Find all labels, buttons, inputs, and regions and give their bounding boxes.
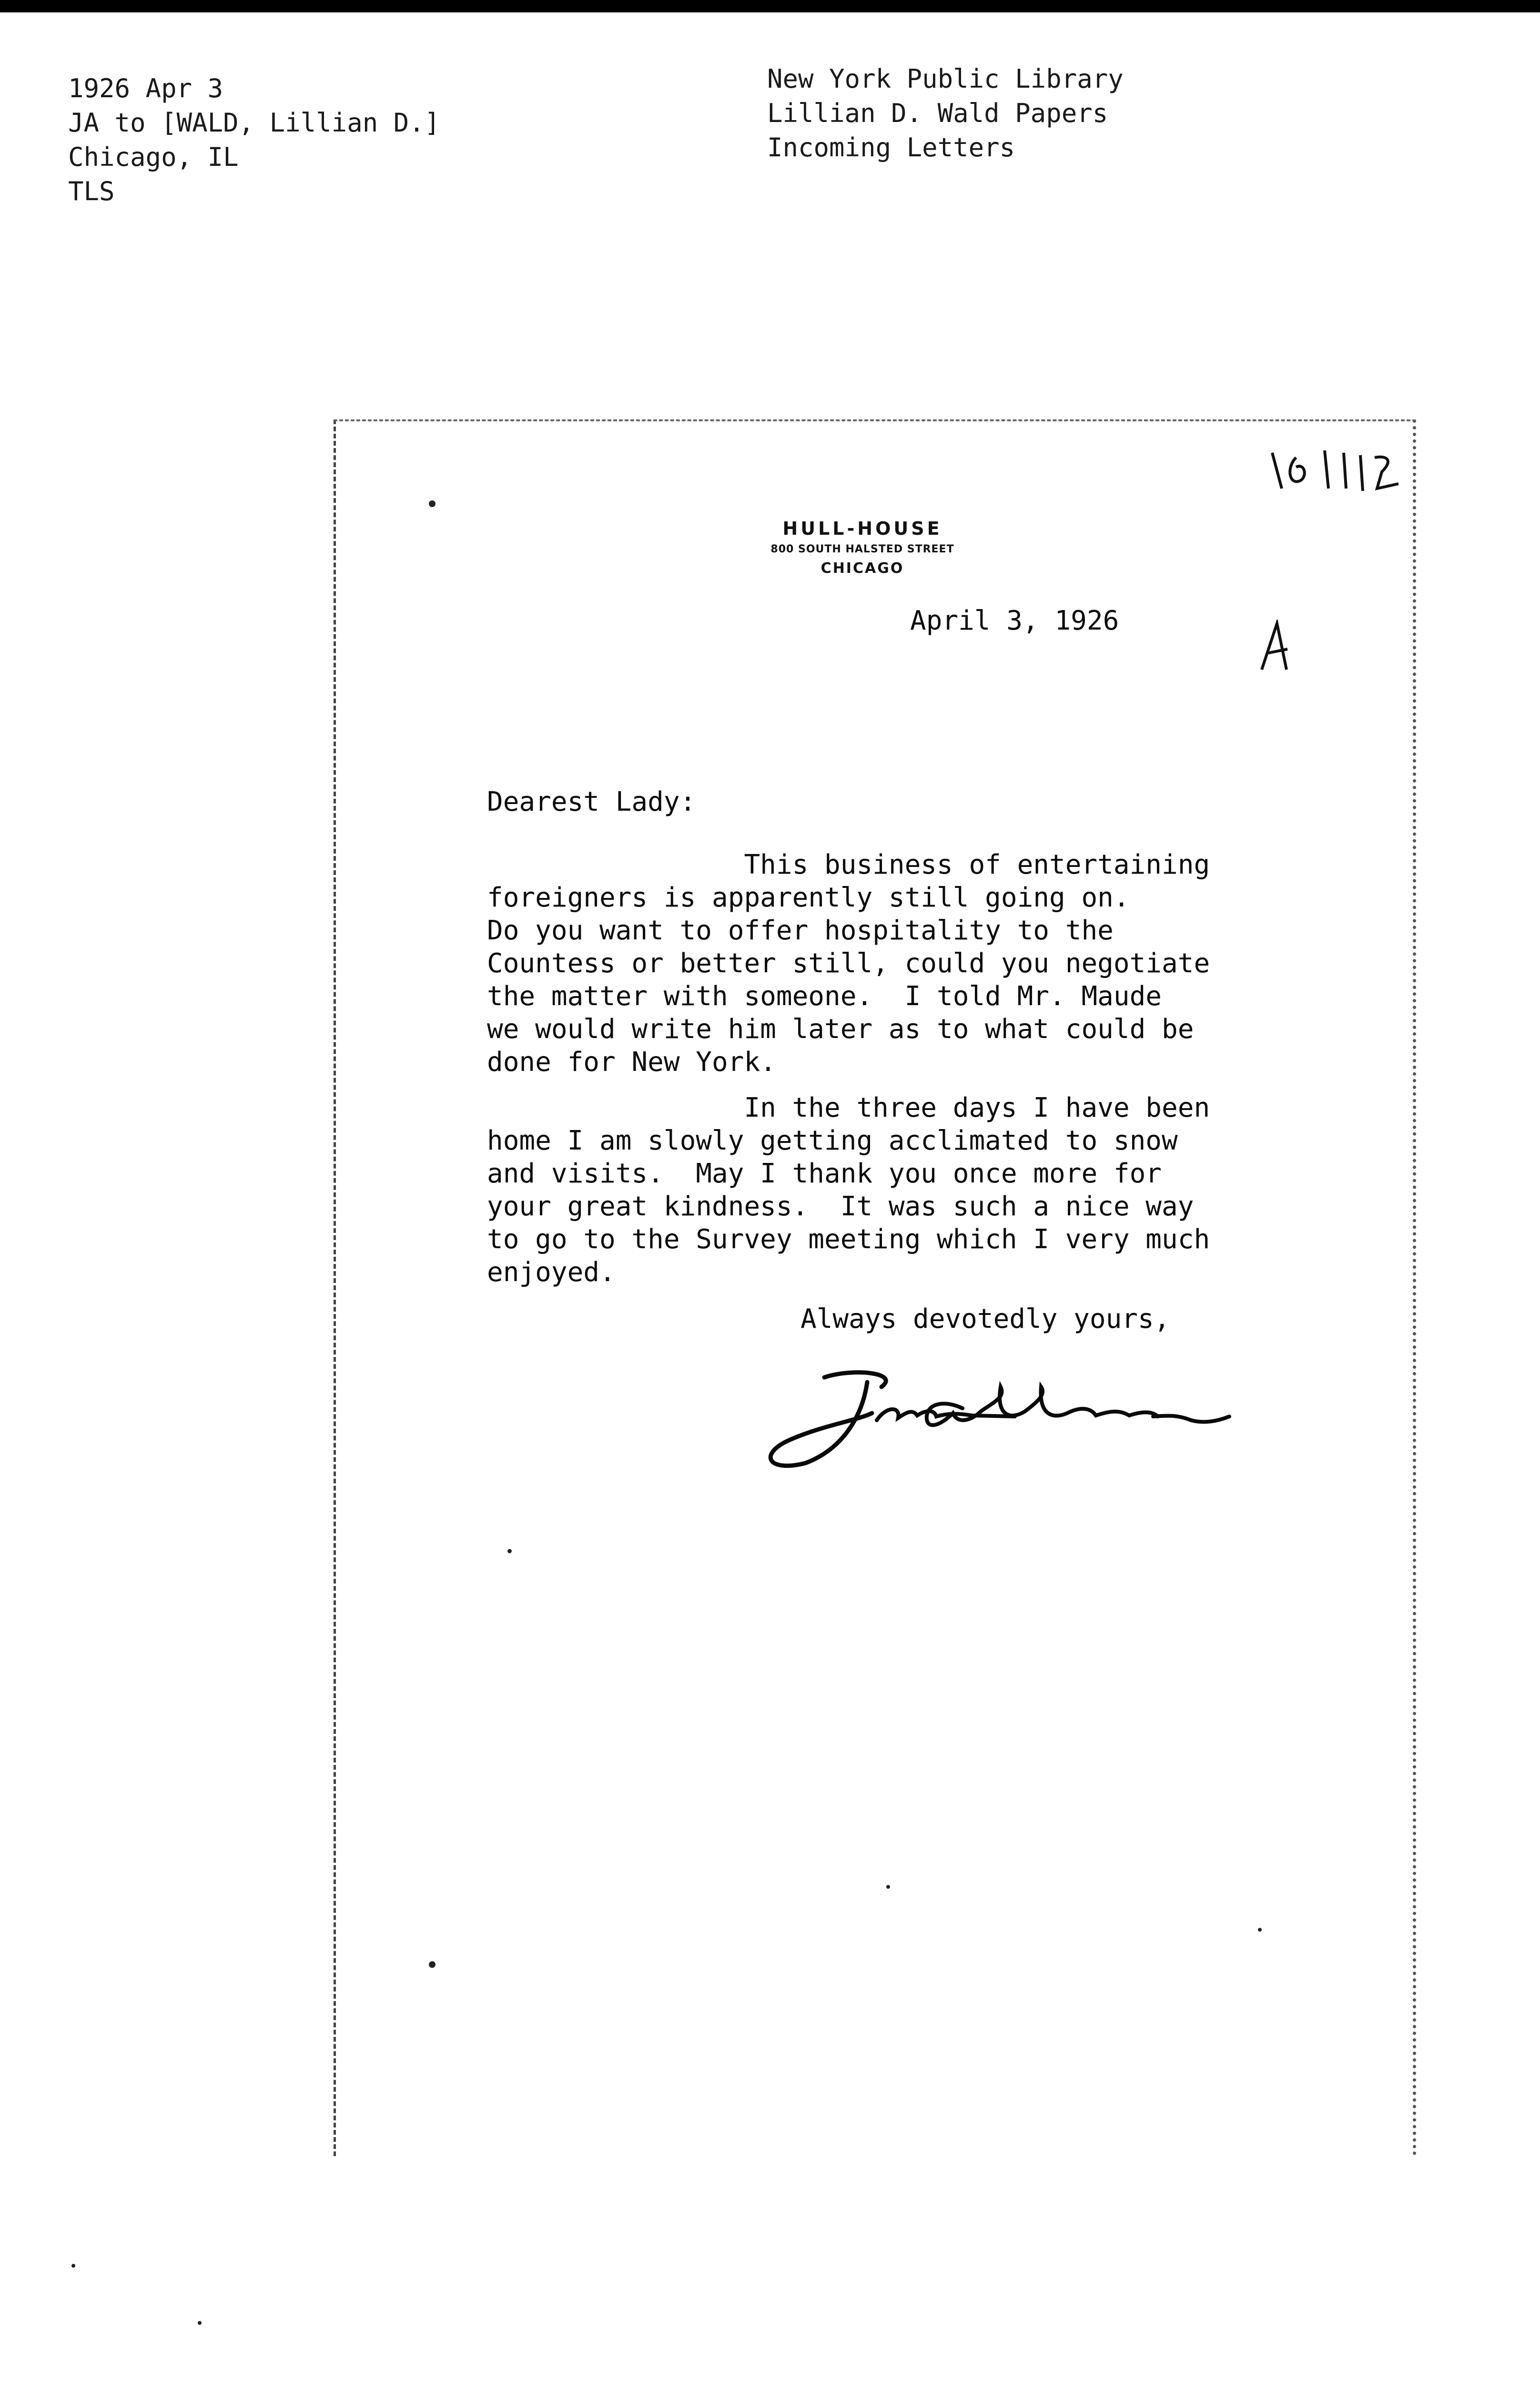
letter-date: April 3, 1926 [910,605,1119,636]
scan-speck [1258,1928,1262,1932]
paragraph-line: This business of entertaining [487,849,1210,880]
paragraph-line: Do you want to offer hospitality to the [487,915,1114,946]
catalog-series: Incoming Letters [767,132,1015,163]
paragraph-line: In the three days I have been [487,1092,1210,1123]
paragraph-line: home I am slowly getting acclimated to snow [487,1125,1178,1156]
handwritten-folio-number [1267,443,1406,496]
catalog-metadata-right [767,62,1124,165]
catalog-type: TLS [68,176,115,206]
catalog-collection: Lillian D. Wald Papers [767,98,1108,128]
paragraph-line: done for New York. [487,1047,776,1078]
salutation: Dearest Lady: [487,786,696,817]
letterhead-name: HULL-HOUSE [782,518,942,539]
paragraph-line: and visits. May I thank you once more for [487,1158,1162,1189]
catalog-repository: New York Public Library [767,64,1124,94]
scan-speck [198,2321,202,2325]
paragraph-line: the matter with someone. I told Mr. Maude [487,981,1162,1012]
letterhead-city: CHICAGO [821,560,904,577]
catalog-date: 1926 Apr 3 [68,73,223,103]
handwritten-signature [748,1368,1291,1473]
scan-speck [507,1549,512,1553]
letter-paragraph-1 [487,848,1210,1079]
catalog-place: Chicago, IL [68,142,239,172]
scan-speck [886,1885,890,1889]
paragraph-line: Countess or better still, could you negotiate [487,948,1210,979]
paragraph-line: we would write him later as to what could be [487,1014,1194,1045]
letterhead-street: 800 SOUTH HALSTED STREET [770,543,954,555]
letter-paragraph-2 [487,1091,1210,1289]
scan-speck [429,1961,436,1968]
catalog-metadata-left [68,71,440,209]
scan-speck [71,2264,75,2268]
handwritten-marginal-letter [1258,620,1296,672]
paragraph-line: foreigners is apparently still going on. [487,882,1130,913]
scan-top-border [0,0,1540,12]
letterhead [734,517,991,578]
paragraph-line: your great kindness. It was such a nice way [487,1191,1194,1222]
scan-speck [429,500,436,507]
paragraph-line: to go to the Survey meeting which I very much [487,1224,1210,1255]
closing: Always devotedly yours, [800,1304,1170,1334]
paragraph-line: enjoyed. [487,1257,616,1288]
catalog-correspondents: JA to [WALD, Lillian D.] [68,108,440,138]
